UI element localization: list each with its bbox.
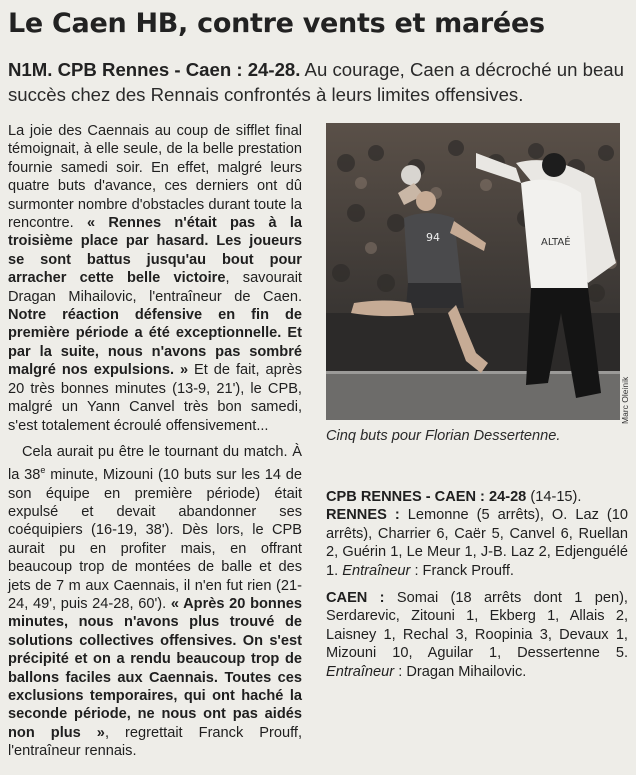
team-caen-players: Somai (18 arrêts dont 1 pen), Serdarevic, Zitouni 1, Ekberg 1, Allais 2, Laisney 1, Rechal 3, Roopinia 3, Devaux 1, Mizouni 10, Aguilar 1, Dessertenne 5. <box>326 590 628 662</box>
quote-text: « Rennes n'était pas à la troisième place par hasard. Les joueurs se sont battus jusqu'au bout pour arracher cette belle victoire <box>8 215 302 287</box>
team-caen-coach: : Dragan Mihailovic. <box>394 663 527 680</box>
body-text: , savourait Dragan Mihailovic, l'entraîneur de Caen. <box>8 270 302 305</box>
body-text: Cela aurait pu être le tournant du match. À la 38 <box>8 443 302 484</box>
coach-label: Entraîneur <box>326 663 395 680</box>
article-lead <box>8 57 628 107</box>
coach-label: Entraîneur <box>342 562 411 579</box>
article-body-left-column <box>8 122 302 761</box>
photo-credit: Marc Oleinik <box>620 376 630 424</box>
team-rennes-players: Lemonne (5 arrêts), O. Laz (10 arrêts), Charrier 6, Caër 5, Canvel 6, Ruellan 2, Guérin 1, Le Meur 1, J-B. Laz 2, Edjenguélé 1. <box>326 507 629 579</box>
team-caen-label: CAEN : <box>326 590 385 607</box>
score-box-caen <box>326 589 628 681</box>
jersey-number: 94 <box>426 231 440 244</box>
article-body-right-column <box>326 488 628 681</box>
body-paragraph-1 <box>8 122 302 435</box>
lead-match-result: N1M. CPB Rennes - Caen : 24-28. <box>8 59 301 80</box>
quote-text: « Après 20 bonnes minutes, nous n'avons plus trouvé de solutions collectives offensives. On s'est précipité et on a rendu beaucoup trop de ballons faciles aux Caennais. Toutes ces exclusions temporaires, qui ont haché la seconde période, ne nous ont pas aidés non plus » <box>8 596 302 741</box>
team-rennes-coach: : Franck Prouff. <box>410 562 514 579</box>
article-title: Le Caen HB, contre vents et marées <box>8 8 545 39</box>
body-text: minute, Mizouni (10 buts sur les 14 de son équipe en première période) était expulsé et devait abandonner ses coéquipiers (16-19, 38'). Dès lors, le CPB aurait pu en profiter mais, en offrant beaucoup trop de montées de balle et des jets de 7 m aux Caennais, il n'en fut rien (21-24, 49', puis 24-28, 60'). <box>8 467 302 613</box>
body-paragraph-2 <box>8 443 302 761</box>
score-header: CPB RENNES - CAEN : 24-28 <box>326 489 527 505</box>
body-text: Et de fait, après 20 très bonnes minutes (13-9, 21'), le CPB, malgré un Yann Canvel très bon samedi, s'est totalement écroulé offensivement... <box>8 362 302 434</box>
superscript: e <box>40 465 46 476</box>
article-photo <box>326 123 620 420</box>
score-box <box>326 488 628 580</box>
lead-text: Au courage, Caen a décroché un beau succès chez des Rennais confrontés à leurs limites offensives. <box>8 59 624 105</box>
photo-caption: Cinq buts pour Florian Dessertenne. <box>326 428 561 444</box>
halftime-score: (14-15). <box>526 489 582 505</box>
quote-text: Notre réaction défensive en fin de première période a été exceptionnelle. Et par la suite, nous n'avons pas sombré malgré nos expulsions. » <box>8 307 302 379</box>
body-text: La joie des Caennais au coup de sifflet final témoignait, à elle seule, de la belle prestation fournie samedi soir. En effet, malgré leurs quatre buts d'avance, ces derniers ont dû surmonter nombre d'obstacles durant toute la rencontre. <box>8 123 302 232</box>
shirt-text: ALTAÉ <box>541 237 571 248</box>
team-rennes-label: RENNES : <box>326 507 400 524</box>
body-text: , regrettait Franck Prouff, l'entraîneur rennais. <box>8 724 303 760</box>
